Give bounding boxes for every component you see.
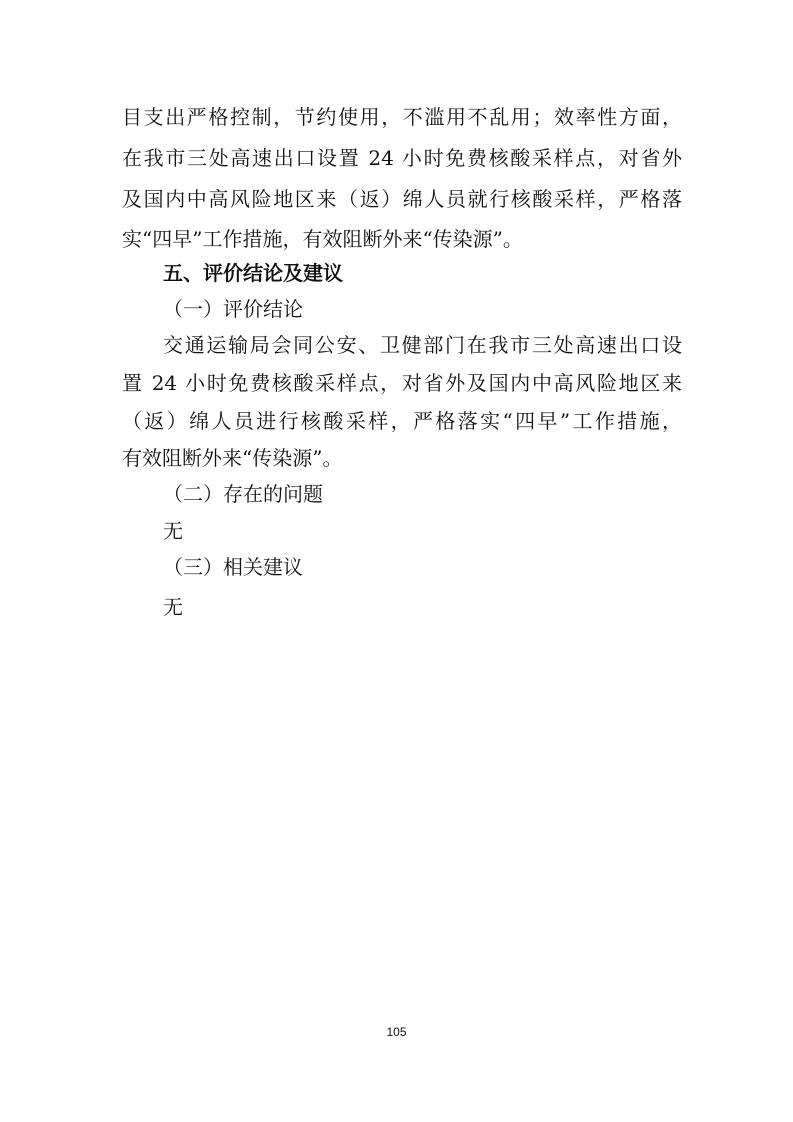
page-number: 105 <box>386 1025 407 1039</box>
subsection-title: （三）相关建议 <box>163 555 303 579</box>
paragraph-line: 及国内中高风险地区来（返）绵人员就行核酸采样，严格落 <box>122 187 682 211</box>
section-heading: 五、评价结论及建议 <box>163 261 343 285</box>
subsection-title: （二）存在的问题 <box>163 482 323 506</box>
subsection-content: 无 <box>163 595 183 619</box>
paragraph-line: 在我市三处高速出口设置 24 小时免费核酸采样点，对省外 <box>122 146 682 170</box>
subsection-title: （一）评价结论 <box>163 297 303 321</box>
paragraph-line: 有效阻断外来“传染源”。 <box>122 446 343 470</box>
paragraph-line: 目支出严格控制，节约使用，不滥用不乱用；效率性方面， <box>122 105 682 129</box>
paragraph-line: 交通运输局会同公安、卫健部门在我市三处高速出口设 <box>163 333 682 357</box>
subsection-content: 无 <box>163 519 183 543</box>
paragraph-line: 实“四早”工作措施，有效阻断外来“传染源”。 <box>122 227 523 251</box>
paragraph-line: （返）绵人员进行核酸采样，严格落实“四早”工作措施， <box>122 409 682 433</box>
paragraph-line: 置 24 小时免费核酸采样点，对省外及国内中高风险地区来 <box>122 371 682 395</box>
